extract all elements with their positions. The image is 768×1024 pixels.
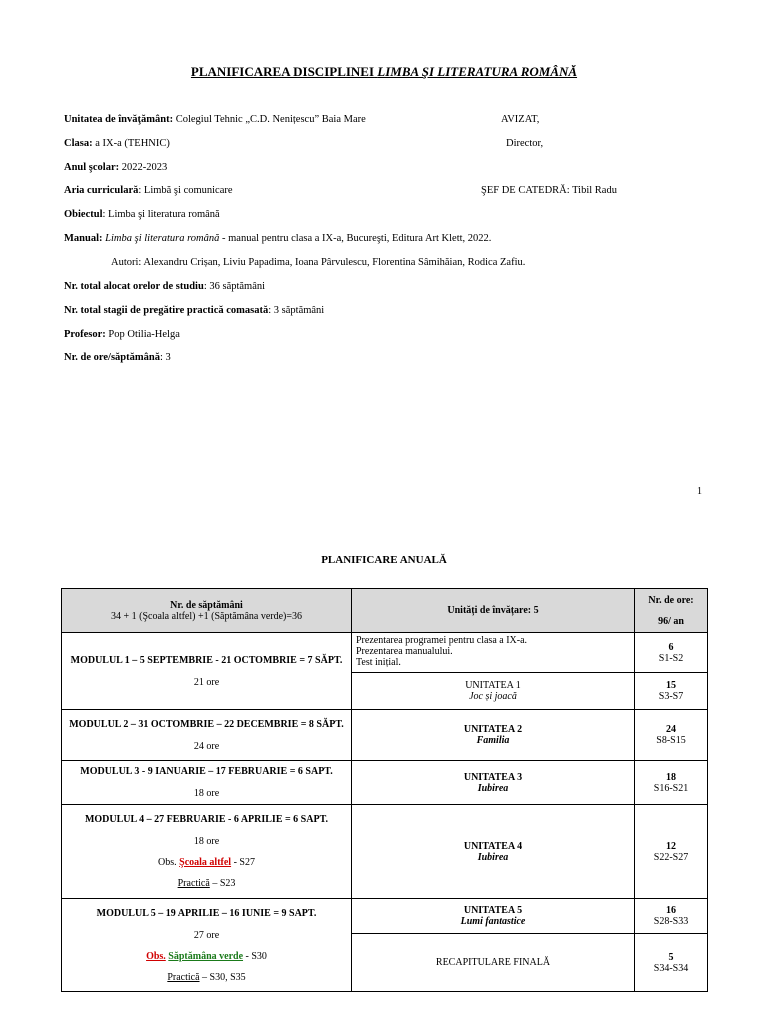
unit-1: UNITATEA 1 Joc și joacă (352, 673, 635, 710)
approval-director: Director, (506, 138, 544, 149)
unit-3: UNITATEA 3 Iubirea (352, 761, 635, 805)
header-weeks: Nr. de săptămâni 34 + 1 (Şcoala altfel) +1 (Săptămâna verde)=36 (62, 589, 352, 633)
table-row (62, 805, 708, 899)
table-header-row (62, 589, 708, 633)
info-autori: Autori: Alexandru Crișan, Liviu Papadima, Ioana Pârvulescu, Florentina Sâmihăian, Rodica Zafiu. (111, 257, 526, 268)
page-number: 1 (697, 486, 702, 497)
module-1: MODULUL 1 – 5 SEPTEMBRIE - 21 OCTOMBRIE = 7 SĂPT. 21 ore (62, 633, 352, 710)
table-row (62, 710, 708, 761)
unit-1-hours: 15 S3-S7 (635, 673, 708, 710)
info-ore-studiu: Nr. total alocat orelor de studiu: 36 săptămâni (64, 281, 266, 292)
module-5: MODULUL 5 – 19 APRILIE – 16 IUNIE = 9 SAPT. 27 ore Obs. Săptămâna verde - S30 Practică – S30, S35 (62, 899, 352, 992)
info-manual: Manual: Limba şi literatura română - manual pentru clasa a IX-a, Bucureşti, Editura Art Klett, 2022. (64, 233, 492, 244)
unit-5: UNITATEA 5 Lumi fantastice (352, 899, 635, 934)
module-4-obs: Obs. Şcoala altfel - S27 (158, 857, 255, 868)
info-aria: Aria curriculară: Limbă şi comunicare (64, 185, 233, 196)
info-profesor: Profesor: Pop Otilia-Helga (64, 329, 180, 340)
final-review-hours: 5 S34-S34 (635, 934, 708, 992)
intro-unit: Prezentarea programei pentru clasa a IX-a. Prezentarea manualului. Test inițial. (352, 633, 635, 673)
info-obiect: Obiectul: Limba şi literatura română (64, 209, 220, 220)
module-5-obs: Obs. Săptămâna verde - S30 (146, 950, 267, 962)
title-subject: LIMBA ŞI LITERATURA ROMÂNĂ (377, 64, 578, 79)
module-4: MODULUL 4 – 27 FEBRUARIE - 6 APRILIE = 6 SAPT. 18 ore Obs. Şcoala altfel - S27 Practică – S23 (62, 805, 352, 899)
document-title (0, 64, 768, 80)
unit-3-hours: 18 S16-S21 (635, 761, 708, 805)
info-clasa: Clasa: a IX-a (TEHNIC) (64, 138, 170, 149)
header-hours: Nr. de ore: 96/ an (635, 589, 708, 633)
unit-2: UNITATEA 2 Familia (352, 710, 635, 761)
table-row (62, 761, 708, 805)
annual-plan-table (61, 588, 708, 992)
final-review: RECAPITULARE FINALĂ (352, 934, 635, 992)
approval-avizat: AVIZAT, (501, 114, 540, 125)
info-an-scolar: Anul şcolar: 2022-2023 (64, 162, 168, 173)
module-2: MODULUL 2 – 31 OCTOMBRIE – 22 DECEMBRIE = 8 SĂPT. 24 ore (62, 710, 352, 761)
info-unitate: Unitatea de învăţământ: Colegiul Tehnic „C.D. Nenițescu” Baia Mare (64, 114, 366, 125)
info-stagii: Nr. total stagii de pregătire practică comasată: 3 săptămâni (64, 305, 325, 316)
module-4-practica: Practică – S23 (177, 878, 236, 889)
intro-hours: 6 S1-S2 (635, 633, 708, 673)
plan-title: PLANIFICARE ANUALĂ (321, 554, 447, 566)
unit-5-hours: 16 S28-S33 (635, 899, 708, 934)
unit-4: UNITATEA 4 Iubirea (352, 805, 635, 899)
module-3: MODULUL 3 - 9 IANUARIE – 17 FEBRUARIE = 6 SAPT. 18 ore (62, 761, 352, 805)
unit-2-hours: 24 S8-S15 (635, 710, 708, 761)
approval-sef-catedra: ŞEF DE CATEDRĂ: Tibil Radu (481, 185, 617, 196)
header-units: Unități de învățare: 5 (352, 589, 635, 633)
title-prefix: PLANIFICAREA DISCIPLINEI (190, 64, 375, 79)
info-ore-saptamana: Nr. de ore/săptămână: 3 (64, 352, 171, 363)
table-row (62, 633, 708, 673)
table-row (62, 899, 708, 934)
unit-4-hours: 12 S22-S27 (635, 805, 708, 899)
module-5-practica: Practică – S30, S35 (167, 971, 246, 983)
